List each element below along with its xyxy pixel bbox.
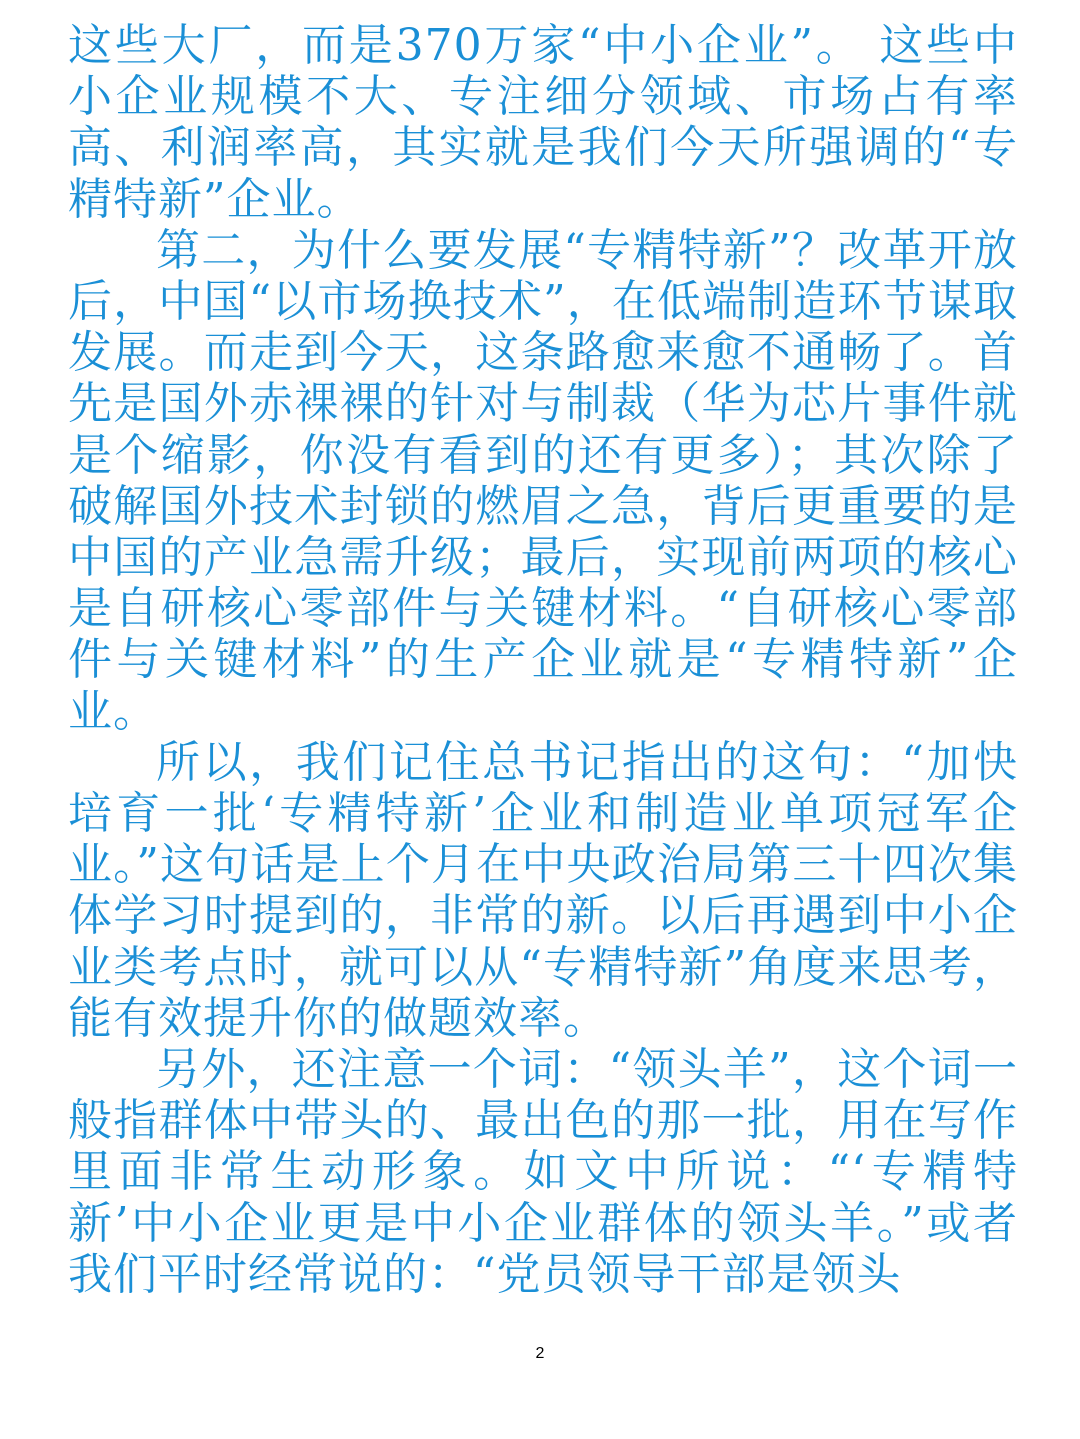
paragraph-bellwether: 另外，还注意一个词：“领头羊”，这个词一般指群体中带头的、最出色的那一批，用在写作里面非常生动形象。如文中所说：“‘专精特新’中小企业更是中小企业群体的领头羊。”或者我们平时经常说的：“党员领导干部是领头 xyxy=(68,1044,1018,1300)
paragraph-continuation: 这些大厂，而是370万家“中小企业”。 这些中小企业规模不大、专注细分领域、市场占有率高、利润率高，其实就是我们今天所强调的“专精特新”企业。 xyxy=(68,20,1018,225)
paragraph-why-develop: 第二，为什么要发展“专精特新”？改革开放后，中国“以市场换技术”，在低端制造环节谋取发展。而走到今天，这条路愈来愈不通畅了。首先是国外赤裸裸的针对与制裁（华为芯片事件就是个缩影，你没有看到的还有更多）；其次除了破解国外技术封锁的燃眉之急，背后更重要的是中国的产业急需升级；最后，实现前两项的核心是自研核心零部件与关键材料。“自研核心零部件与关键材料”的生产企业就是“专精特新”企业。 xyxy=(68,224,1018,737)
body-text xyxy=(68,20,1018,1300)
paragraph-remember-quote: 所以，我们记住总书记指出的这句：“加快培育一批‘专精特新’企业和制造业单项冠军企业。”这句话是上个月在中央政治局第三十四次集体学习时提到的，非常的新。以后再遇到中小企业类考点时，就可以从“专精特新”角度来思考，能有效提升你的做题效率。 xyxy=(68,736,1018,1044)
page-number: 2 xyxy=(535,1345,545,1362)
